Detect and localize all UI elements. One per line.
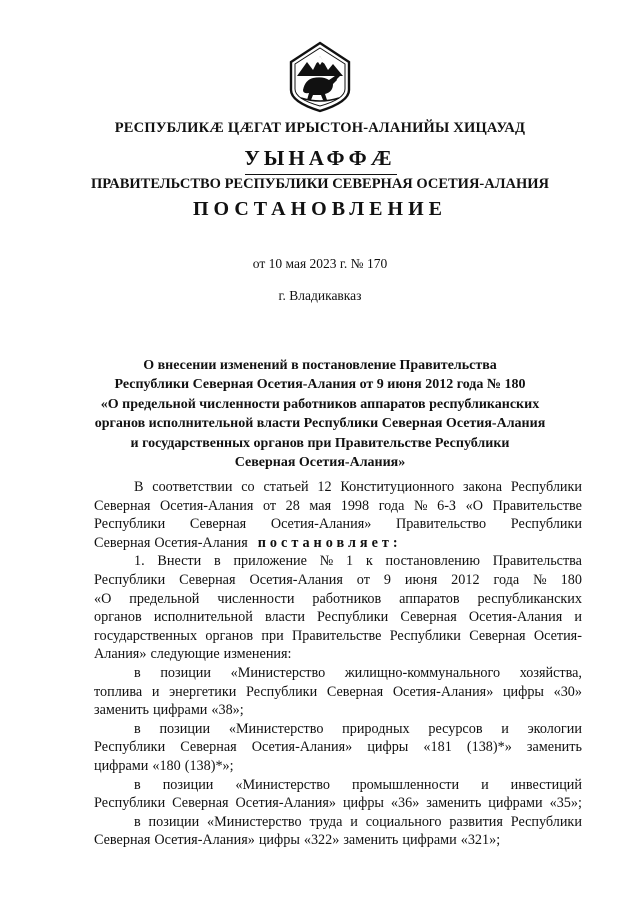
body-line: [94, 776, 582, 795]
body-word: Осетия-Алания: [154, 534, 248, 551]
body-word: заменить: [426, 795, 482, 812]
body-word: Республики: [510, 813, 582, 830]
body-word: власти: [264, 609, 305, 626]
body-word: в: [134, 776, 141, 793]
body-word: хозяйства,: [519, 664, 582, 681]
body-word: Конституционного: [340, 479, 455, 495]
body-word: позиции: [148, 813, 200, 830]
body-line: [94, 590, 582, 609]
body-word: социального: [365, 813, 442, 830]
body-word: заменить: [94, 702, 150, 719]
body-word: и: [481, 776, 489, 793]
body-word: «322»: [303, 832, 340, 849]
body-line: [94, 701, 582, 720]
body-word: Северная: [180, 739, 237, 756]
decree-title-line: «О предельной численности работников аппаратов республиканских: [100, 396, 540, 412]
body-word: №: [413, 497, 428, 514]
body-word: в: [213, 553, 221, 570]
body-word: экологии: [527, 720, 582, 737]
body-word: изменения:: [223, 646, 292, 663]
decree-title-line: О внесении изменений в постановление Правительства: [143, 358, 497, 373]
body-line: [94, 664, 582, 683]
body-word: 180: [560, 571, 582, 588]
body-word: «Министерство: [235, 776, 330, 793]
body-word: Осетия-Алания: [249, 571, 343, 588]
body-word: в: [134, 813, 141, 830]
body-line: [94, 534, 582, 553]
body-word: республиканских: [477, 590, 582, 607]
body-word: Осетия-Алания: [468, 609, 563, 626]
body-word: при: [261, 627, 284, 644]
body-line: [94, 497, 582, 516]
body-word: цифрами: [402, 832, 457, 849]
body-word: и: [501, 720, 509, 737]
body-word: мая: [309, 497, 332, 514]
body-word: постановляет:: [257, 534, 402, 551]
body-word: Северная: [400, 609, 457, 626]
body-word: 12: [317, 479, 332, 495]
body-line: [94, 478, 582, 497]
body-word: (138)*»;: [184, 757, 234, 774]
decree-title-line: Северная Осетия-Алания»: [234, 455, 406, 471]
body-word: «О: [94, 590, 112, 607]
body-line: [94, 627, 582, 646]
body-word: 9: [383, 571, 391, 588]
body-word: Правительства: [492, 553, 582, 570]
body-word: Осетия-Алания»: [154, 832, 255, 849]
body-word: в: [134, 664, 141, 681]
body-word: численности: [217, 590, 295, 607]
body-word: «Министерство: [230, 664, 326, 681]
body-word: ресурсов: [428, 720, 483, 737]
decree-title: [90, 356, 550, 472]
body-word: закона: [462, 479, 503, 495]
body-word: Правительство: [395, 516, 487, 533]
decree-city: г. Владикавказ: [278, 288, 362, 303]
header-republic-ossetian: РЕСПУБЛИКӔ ЦӔГАТ ИРЫСТОН-АЛАНИЙЫ ХИЦАУАД: [114, 120, 526, 136]
body-word: цифрами: [153, 702, 208, 719]
body-word: 1.: [134, 553, 145, 570]
body-word: 28: [285, 497, 300, 514]
decree-title-line: и государственных органов при Правительстве Республики: [130, 435, 510, 451]
body-word: заменить: [526, 739, 582, 756]
body-line: [94, 515, 582, 534]
body-word: от: [356, 571, 370, 588]
body-line: [94, 738, 582, 757]
body-word: следующие: [150, 646, 220, 663]
decree-title-line: органов исполнительной власти Республики Северная Осетия-Алания: [94, 416, 546, 432]
body-word: аппаратов: [399, 590, 460, 607]
body-word: Республики: [510, 516, 582, 533]
body-word: жилищно-коммунального: [344, 664, 501, 681]
body-line: [94, 683, 582, 702]
header-government-russian: ПРАВИТЕЛЬСТВО РЕСПУБЛИКИ СЕВЕРНАЯ ОСЕТИЯ-АЛАНИЯ: [90, 176, 550, 192]
body-word: соответствии: [152, 479, 233, 495]
body-line: [94, 831, 582, 850]
body-word: Республики: [317, 609, 389, 626]
body-word: Северная: [469, 627, 526, 644]
header-decree-ossetian: УЫНАФФӔ: [244, 146, 396, 170]
body-line: [94, 757, 582, 776]
body-word: государственных: [94, 627, 198, 644]
body-word: «180: [152, 757, 181, 774]
body-word: июня: [404, 571, 438, 588]
body-word: «36»: [390, 795, 420, 812]
body-word: Северная: [94, 497, 151, 514]
body-word: промышленности: [352, 776, 460, 793]
body-word: к: [365, 553, 373, 570]
body-word: в: [134, 720, 141, 737]
body-word: Северная: [94, 534, 151, 551]
body-word: «181: [423, 739, 452, 756]
body-word: Алания»: [94, 646, 147, 663]
header-decree-russian: ПОСТАНОВЛЕНИЕ: [193, 198, 447, 220]
body-word: и: [350, 813, 358, 830]
body-word: (138)*»: [466, 739, 512, 756]
body-word: №: [319, 553, 334, 570]
body-line: [94, 608, 582, 627]
body-word: 1998: [340, 497, 370, 514]
body-word: Осетия-: [533, 627, 582, 644]
body-line: [94, 645, 582, 664]
body-word: Республики: [94, 516, 166, 533]
body-line: [94, 720, 582, 739]
body-word: позиции: [159, 720, 211, 737]
body-word: приложение: [233, 553, 307, 570]
body-word: Внести: [157, 553, 202, 570]
body-word: работников: [312, 590, 382, 607]
coat-of-arms-icon: [283, 40, 357, 114]
body-word: года: [378, 497, 405, 514]
body-word: Республики: [245, 683, 318, 700]
body-word: Республики: [389, 627, 461, 644]
body-word: со: [241, 479, 255, 495]
body-word: органов: [94, 609, 142, 626]
body-line: [94, 813, 582, 832]
body-word: Республики: [94, 795, 166, 812]
body-word: постановлению: [385, 553, 480, 570]
decree-body: [94, 478, 582, 850]
body-word: «321»;: [460, 832, 501, 849]
body-line: [94, 552, 582, 571]
body-word: Осетия-Алания»: [235, 795, 336, 812]
body-word: позиции: [160, 664, 211, 681]
body-word: «О: [465, 497, 483, 514]
body-word: В: [134, 479, 144, 495]
body-word: и: [574, 609, 582, 626]
body-word: 2012: [451, 571, 480, 588]
decree-date-number: от 10 мая 2023 г. № 170: [252, 256, 388, 271]
body-word: цифры: [342, 795, 384, 812]
body-word: природных: [342, 720, 410, 737]
body-word: цифры: [502, 683, 544, 700]
body-word: Республики: [94, 571, 166, 588]
body-word: предельной: [129, 590, 200, 607]
body-word: исполнительной: [153, 609, 253, 626]
body-word: 1: [346, 553, 354, 570]
body-word: цифрами: [94, 757, 149, 774]
body-word: Северная: [172, 795, 229, 812]
body-word: Осетия-Алания»: [392, 683, 494, 700]
body-word: Северная: [94, 832, 151, 849]
body-word: «38»;: [211, 702, 244, 719]
body-word: Осетия-Алания: [159, 497, 254, 514]
body-word: Республики: [94, 739, 166, 756]
body-word: «35»;: [549, 795, 582, 812]
body-word: развития: [449, 813, 503, 830]
body-word: цифры: [258, 832, 300, 849]
body-word: заменить: [343, 832, 399, 849]
body-word: Северная: [189, 516, 247, 533]
body-line: [94, 794, 582, 813]
body-word: 6-З: [437, 497, 457, 514]
body-word: инвестиций: [510, 776, 582, 793]
body-word: энергетики: [169, 683, 237, 700]
body-word: «Министерство: [228, 720, 324, 737]
body-word: Правительстве: [492, 497, 582, 514]
body-word: и: [151, 683, 160, 700]
body-word: от: [262, 497, 277, 514]
body-word: Северная: [179, 571, 236, 588]
body-word: органов: [205, 627, 254, 644]
body-word: «Министерство: [207, 813, 302, 830]
body-word: №: [533, 571, 547, 588]
header-divider: [245, 174, 397, 175]
body-word: Осетия-Алания»: [270, 516, 372, 533]
body-word: Республики: [510, 479, 582, 495]
body-word: Северная: [326, 683, 384, 700]
body-word: цифрами: [488, 795, 543, 812]
body-word: позиции: [162, 776, 214, 793]
body-line: [94, 571, 582, 590]
body-word: «30»: [553, 683, 582, 700]
body-word: Правительстве: [291, 627, 382, 644]
body-word: труда: [309, 813, 343, 830]
body-word: топлива: [94, 683, 143, 700]
body-word: статьей: [263, 479, 309, 495]
body-word: года: [493, 571, 520, 588]
decree-title-line: Республики Северная Осетия-Алания от 9 июня 2012 года № 180: [114, 377, 526, 393]
body-word: цифры: [367, 739, 409, 756]
body-word: Осетия-Алания»: [251, 739, 353, 756]
